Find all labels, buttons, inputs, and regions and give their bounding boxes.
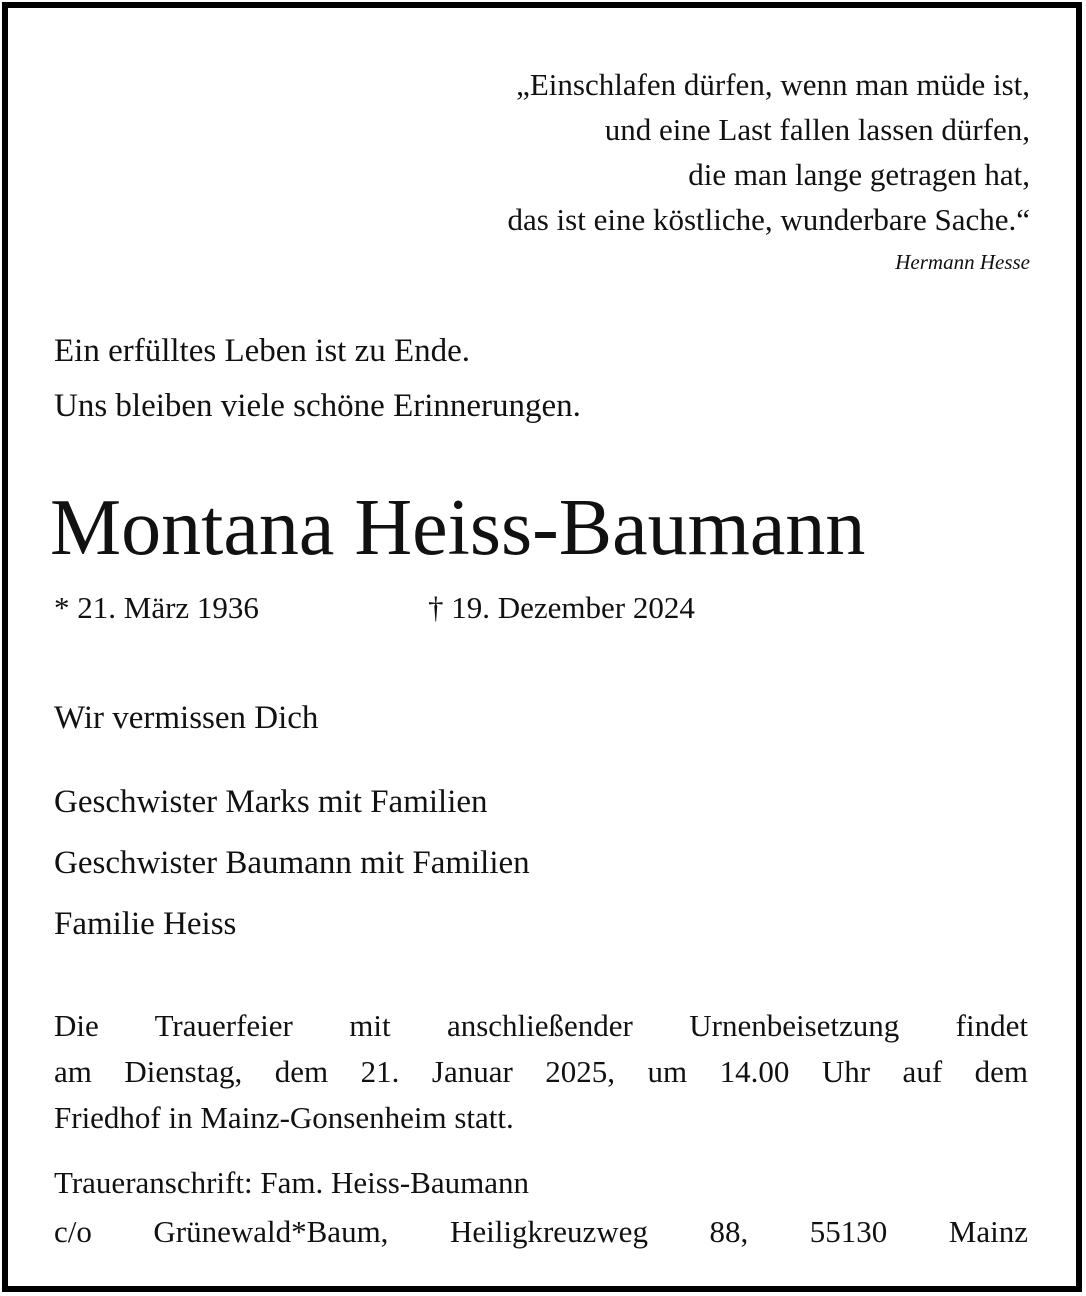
intro-line: Uns bleiben viele schöne Erinnerungen. (54, 388, 581, 424)
ceremony-line: am Dienstag, dem 21. Januar 2025, um 14.00 Uhr auf dem (54, 1054, 1028, 1089)
quote-line: das ist eine köstliche, wunderbare Sache.“ (507, 202, 1030, 237)
address-line-1: Traueranschrift: Fam. Heiss-Baumann (54, 1165, 529, 1200)
mourners-heading: Wir vermissen Dich (54, 700, 319, 736)
mourner-name: Familie Heiss (54, 906, 237, 942)
intro-text (54, 324, 581, 434)
address-line-2 (54, 1207, 1028, 1256)
hesse-quote (507, 62, 1030, 242)
ceremony-info (54, 1003, 1028, 1141)
ceremony-line: Friedhof in Mainz-Gonsenheim statt. (54, 1100, 514, 1135)
mourners-list (54, 772, 530, 955)
quote-line: und eine Last fallen lassen dürfen, (604, 112, 1030, 147)
address-word: Heiligkreuzweg (449, 1214, 648, 1249)
mourner-name: Geschwister Marks mit Familien (54, 784, 488, 820)
deceased-name: Montana Heiss-Baumann (50, 484, 866, 572)
quote-line: die man lange getragen hat, (688, 157, 1030, 192)
intro-line: Ein erfülltes Leben ist zu Ende. (54, 333, 471, 369)
quote-author: Hermann Hesse (895, 250, 1030, 274)
address-word: 88, (709, 1214, 749, 1249)
mourner-name: Geschwister Baumann mit Familien (54, 845, 530, 881)
mourning-address (54, 1158, 1028, 1256)
birth-date: * 21. März 1936 (54, 590, 259, 625)
address-word: 55130 (809, 1214, 888, 1249)
address-word: c/o (54, 1214, 92, 1249)
death-date: † 19. Dezember 2024 (428, 590, 695, 625)
address-word: Grünewald*Baum, (153, 1214, 389, 1249)
quote-line: „Einschlafen dürfen, wenn man müde ist, (516, 67, 1030, 102)
address-word: Mainz (948, 1214, 1028, 1249)
ceremony-line: Die Trauerfeier mit anschließender Urnenbeisetzung findet (54, 1008, 1028, 1043)
